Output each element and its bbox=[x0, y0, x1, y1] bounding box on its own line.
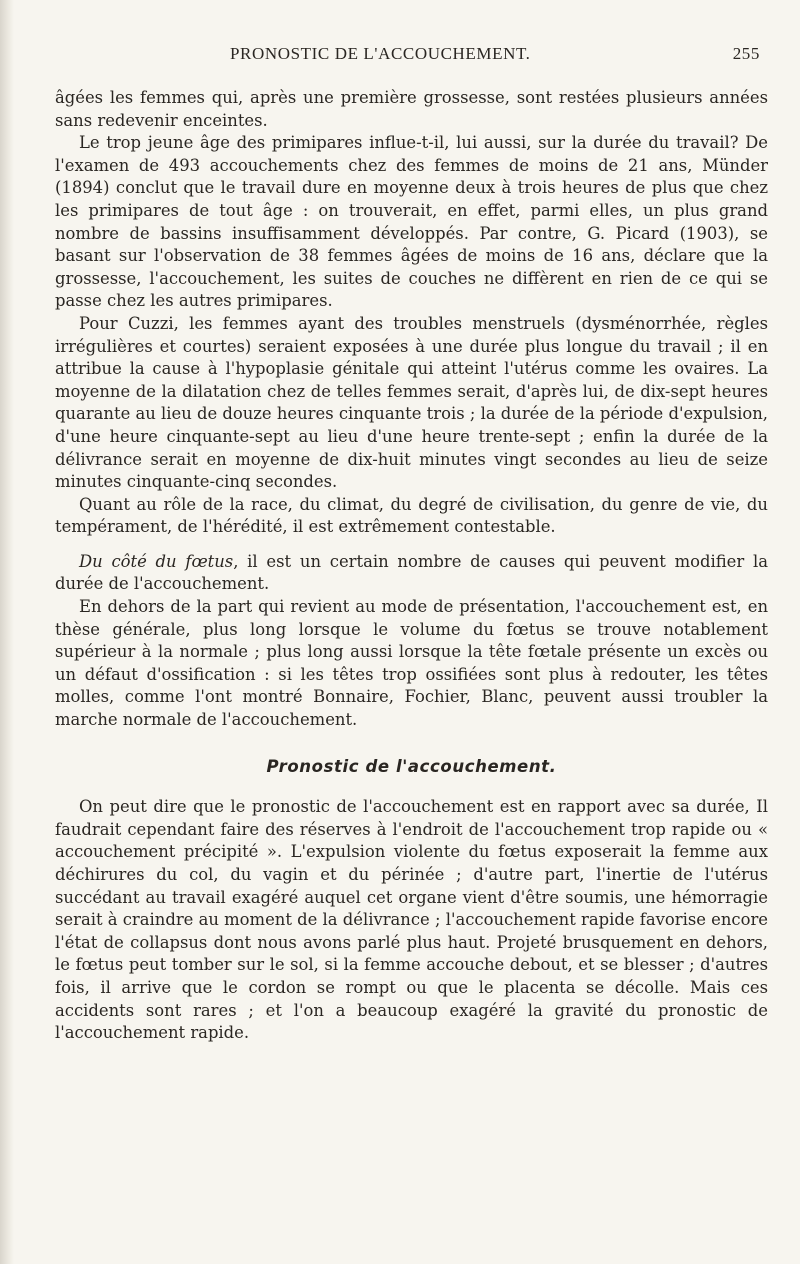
body-text bbox=[55, 87, 768, 1045]
paragraph-en-dehors: En dehors de la part qui revient au mode de présentation, l'accouchement est, en thèse générale, plus long lorsque le volume du fœtus se trouve notablement supérieur à la normale ; plus long aussi lorsque la tête fœtale présente un excès ou un défaut d'ossification : si les têtes trop ossifiées sont plus à redouter, les têtes molles, comme l'ont montré Bonnaire, Fochier, Blanc, peuvent aussi troubler la marche normale de l'accouchement. bbox=[55, 597, 768, 730]
paragraph-pronostic: On peut dire que le pronostic de l'accouchement est en rapport avec sa durée, Il faudrait cependant faire des réserves à l'endroit de l'accouchement trop rapide ou « accouchement précipité ». L'expulsion violente du fœtus exposerait la femme aux déchirures du col, du vagin et du périnée ; d'autre part, l'inertie de l'utérus succédant au travail exagéré auquel cet organe vient d'être soumis, une hémorragie serait à craindre au moment de la délivrance ; l'accouchement rapide favorise encore l'état de collapsus dont nous avons parlé plus haut. Projeté brusquement en dehors, le fœtus peut tomber sur le sol, si la femme accouche debout, et se blesser ; d'autres fois, il arrive que le cordon se rompt ou que le placenta se décolle. Mais ces accidents sont rares ; et l'on a beaucoup exagéré la gravité du pronostic de l'accouchement rapide. bbox=[55, 797, 768, 1043]
page-number: 255 bbox=[732, 44, 760, 63]
running-header bbox=[230, 44, 760, 66]
paragraph-text: , il est un certain nombre de causes qui peuvent modifier la durée de l'accouchement. bbox=[55, 551, 768, 594]
italic-phrase: Du côté du fœtus bbox=[79, 551, 234, 571]
paragraph-race-climat: Quant au rôle de la race, du climat, du degré de civilisation, du genre de vie, du tempérament, de l'hérédité, il est extrêmement contestable. bbox=[55, 494, 768, 537]
paragraph-cuzzi: Pour Cuzzi, les femmes ayant des troubles menstruels (dysménorrhée, règles irrégulières et courtes) seraient exposées à une durée plus longue du travail ; il en attribue la cause à l'hypoplasie génitale qui atteint l'utérus comme les ovaires. La moyenne de la dilatation chez de telles femmes serait, d'après lui, de dix-sept heures quarante au lieu de douze heures cinquante trois ; la durée de la période d'expulsion, d'une heure cinquante-sept au lieu d'une heure trente-sept ; enfin la durée de la délivrance serait en moyenne de dix-huit minutes vingt secondes au lieu de seize minutes cinquante-cinq secondes. bbox=[55, 313, 768, 492]
header-title: PRONOSTIC DE L'ACCOUCHEMENT. bbox=[230, 44, 531, 63]
section-heading: Pronostic de l'accouchement. bbox=[266, 756, 557, 776]
paragraph-jeune-age: Le trop jeune âge des primipares influe-t-il, lui aussi, sur la durée du travail? De l'examen de 493 accouchements chez des femmes de moins de 21 ans, Münder (1894) conclut que le travail dure en moyenne deux à trois heures de plus que chez les primipares de tout âge : on trouverait, en effet, parmi elles, un plus grand nombre de bassins insuffisamment développés. Par contre, G. Picard (1903), se basant sur l'observation de 38 femmes âgées de moins de 16 ans, déclare que la grossesse, l'accouchement, les suites de couches ne diffèrent en rien de ce qui se passe chez les autres primipares. bbox=[55, 133, 768, 311]
paragraph-cote-foetus bbox=[55, 551, 768, 596]
page-edge-shadow bbox=[0, 0, 14, 1264]
paragraph-continuation: âgées les femmes qui, après une première grossesse, sont restées plusieurs années sans redevenir enceintes. bbox=[55, 88, 768, 130]
